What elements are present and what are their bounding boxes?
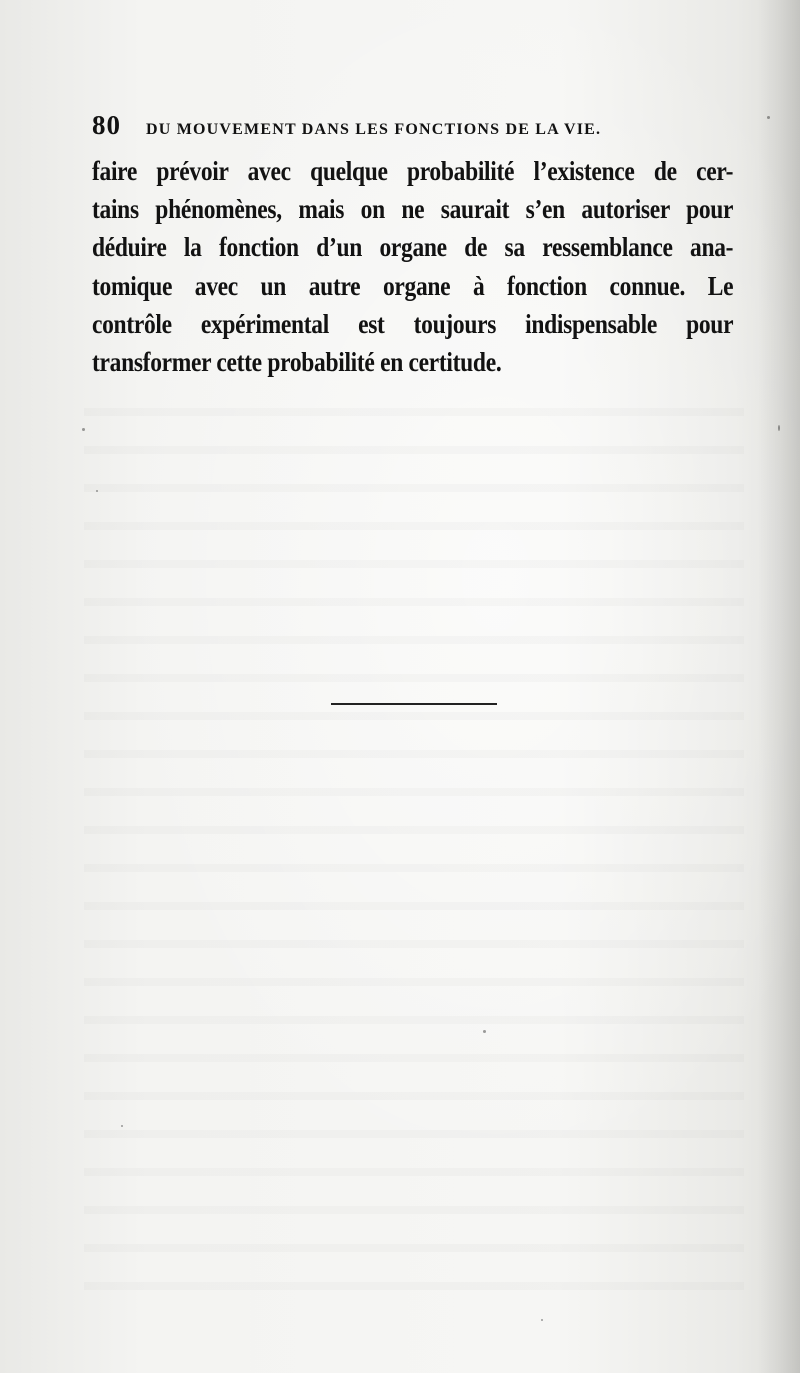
running-title: DU MOUVEMENT DANS LES FONCTIONS DE LA VIE. [146,121,602,138]
text-line: transformer cette probabilité en certitude. [92,347,502,378]
paper-speck [82,428,85,431]
section-separator-rule [331,703,497,705]
bleed-through-texture [84,390,744,1310]
page-header [92,110,688,141]
paper-speck [121,1125,123,1127]
page-number: 80 [92,110,121,140]
paper-speck [483,1030,486,1033]
paper-speck [96,490,98,492]
text-line: déduire la fonction d’un organe de sa ressemblance ana- [92,232,734,263]
text-line: tains phénomènes, mais on ne saurait s’en autoriser pour [92,194,734,225]
body-paragraph [92,152,734,381]
text-line: contrôle expérimental est toujours indispensable pour [92,308,734,339]
text-line: tomique avec un autre organe à fonction connue. Le [92,270,734,301]
page-edge-shadow [758,0,800,1373]
paper-speck [541,1319,543,1321]
text-line: faire prévoir avec quelque probabilité l’existence de cer- [92,156,734,186]
